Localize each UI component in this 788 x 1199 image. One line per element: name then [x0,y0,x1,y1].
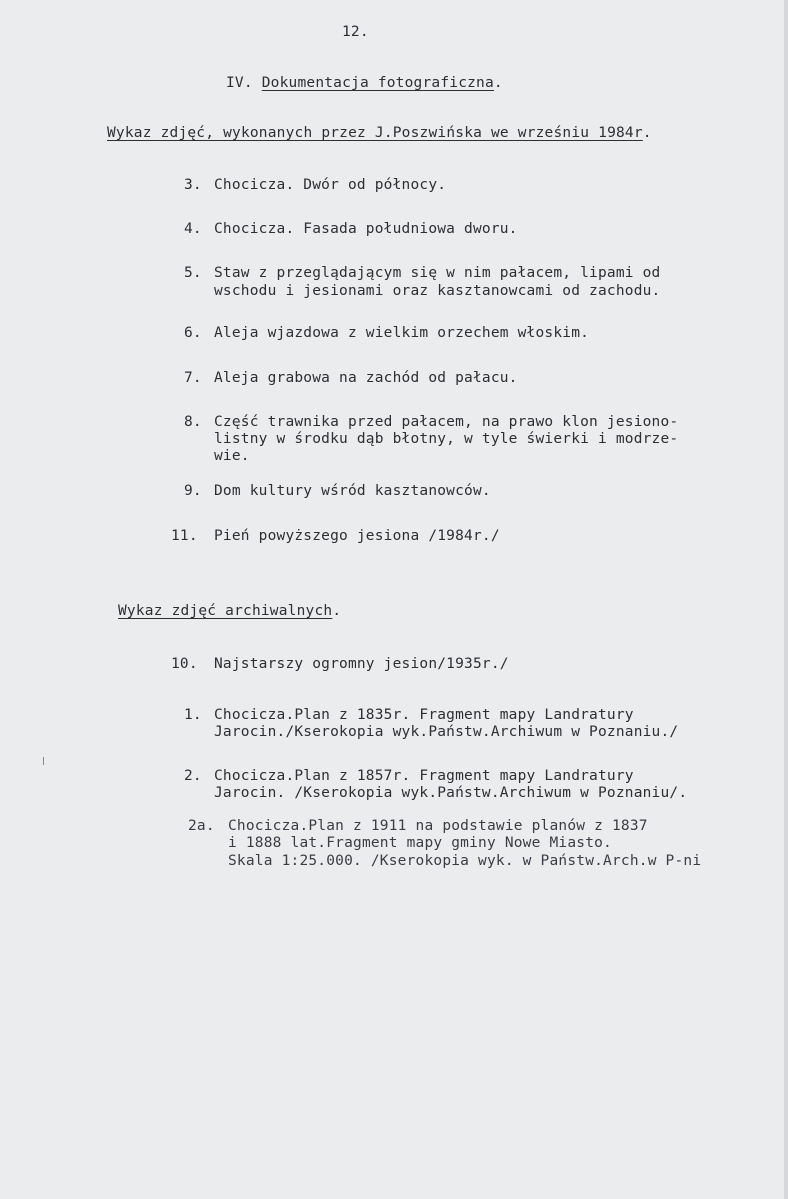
list-item-text: wschodu i jesionami oraz kasztanowcami od zachodu. [214,283,661,299]
section-title-end: . [493,75,503,91]
list-item-num: 11. [171,528,198,544]
list-item-num: 7. [184,370,202,386]
page-number: 12. [342,24,369,40]
list-item-text: Najstarszy ogromny jesion/1935r./ [214,656,509,672]
list-item-text: Część trawnika przed pałacem, na prawo klon jesiono- [214,414,679,430]
list-item-num: 2. [184,768,202,784]
list-item-text: Staw z przeglądającym się w nim pałacem, lipami od [214,265,661,281]
list-item-text: wie. [214,448,250,464]
list-item-text: Aleja grabowa na zachód od pałacu. [214,370,518,386]
list-item-num: 3. [184,177,202,193]
list-item-text: Chocicza. Fasada południowa dworu. [214,221,518,237]
list-item-text: i 1888 lat.Fragment mapy gminy Nowe Miasto. [228,835,612,851]
page-edge [784,0,788,1199]
section-heading [226,75,503,92]
list1-heading-end: . [642,125,652,141]
list2-heading-text: Wykaz zdjęć archiwalnych [118,603,333,619]
list-item-num: 5. [184,265,202,281]
list-item-text: Pień powyższego jesiona /1984r./ [214,528,500,544]
list2-heading-end: . [332,603,342,619]
list-item-text: Chocicza.Plan z 1857r. Fragment mapy Landratury [214,768,634,784]
section-number: IV. [226,75,253,91]
list-item-text: Chocicza.Plan z 1835r. Fragment mapy Landratury [214,707,634,723]
list-item-text: listny w środku dąb błotny, w tyle świerki i modrze- [214,431,679,447]
list-item-num: 9. [184,483,202,499]
list-item-num: 2a. [188,818,215,834]
list-item-text: Dom kultury wśród kasztanowców. [214,483,491,499]
list-item-text: Jarocin. /Kserokopia wyk.Państw.Archiwum w Poznaniu/. [214,785,688,801]
list1-heading [107,125,652,142]
list-item-num: 1. [184,707,202,723]
list-item-num: 4. [184,221,202,237]
list-item-text: Jarocin./Kserokopia wyk.Państw.Archiwum w Poznaniu./ [214,724,679,740]
list-item-text: Chocicza. Dwór od północy. [214,177,447,193]
list-item-num: 6. [184,325,202,341]
list-item-text: Aleja wjazdowa z wielkim orzechem włoskim. [214,325,590,341]
list1-heading-text: Wykaz zdjęć, wykonanych przez J.Poszwińska we wrześniu 1984r [107,125,643,141]
margin-mark [43,757,44,765]
list-item-num: 10. [171,656,198,672]
section-title: Dokumentacja fotograficzna [261,75,494,91]
list-item-text: Chocicza.Plan z 1911 na podstawie planów z 1837 [228,818,648,834]
list2-heading [118,603,341,620]
list-item-num: 8. [184,414,202,430]
list-item-text: Skala 1:25.000. /Kserokopia wyk. w Państw.Arch.w P-ni [228,853,702,869]
